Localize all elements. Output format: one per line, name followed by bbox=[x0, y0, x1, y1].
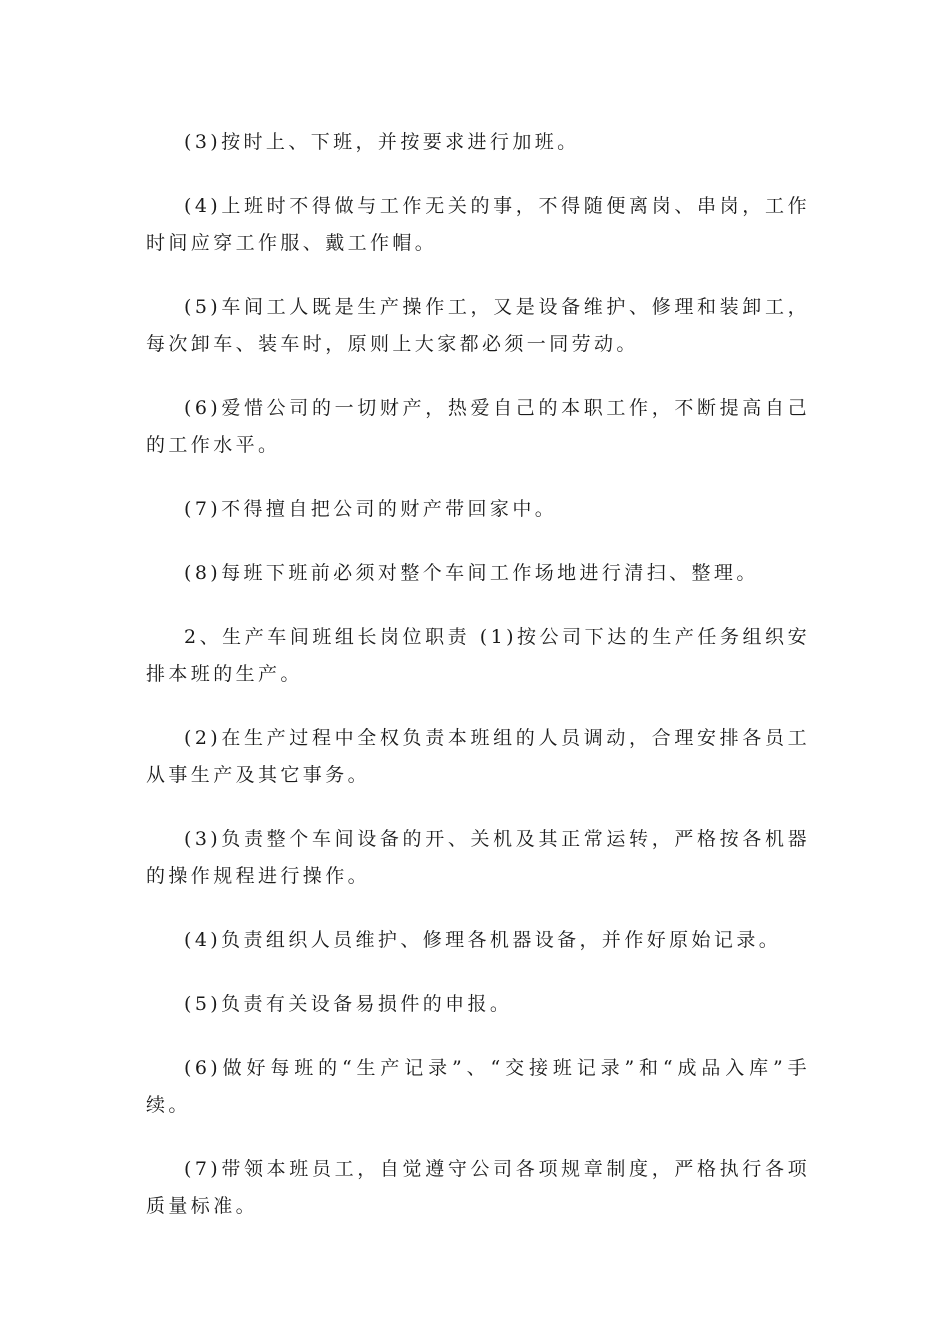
paragraph-rule-6: (6)爱惜公司的一切财产，热爱自己的本职工作，不断提高自己的工作水平。 bbox=[146, 397, 810, 456]
paragraph-duty-4: (4)负责组织人员维护、修理各机器设备，并作好原始记录。 bbox=[184, 929, 782, 951]
paragraph-rule-8: (8)每班下班前必须对整个车间工作场地进行清扫、整理。 bbox=[184, 562, 759, 584]
paragraph-duty-7: (7)带领本班员工，自觉遵守公司各项规章制度，严格执行各项质量标准。 bbox=[146, 1158, 810, 1217]
paragraph-rule-7: (7)不得擅自把公司的财产带回家中。 bbox=[184, 498, 558, 520]
paragraph-duty-5: (5)负责有关设备易损件的申报。 bbox=[184, 993, 513, 1015]
paragraph-rule-4: (4)上班时不得做与工作无关的事，不得随便离岗、串岗，工作时间应穿工作服、戴工作帽。 bbox=[146, 195, 810, 254]
paragraph-rule-3: (3)按时上、下班，并按要求进行加班。 bbox=[184, 131, 580, 153]
paragraph-duty-2: (2)在生产过程中全权负责本班组的人员调动，合理安排各员工从事生产及其它事务。 bbox=[146, 727, 810, 786]
paragraph-duty-3: (3)负责整个车间设备的开、关机及其正常运转，严格按各机器的操作规程进行操作。 bbox=[146, 828, 810, 887]
paragraph-rule-5: (5)车间工人既是生产操作工，又是设备维护、修理和装卸工，每次卸车、装车时，原则上大家都必须一同劳动。 bbox=[146, 296, 810, 355]
paragraph-section-2-duty-1: 2、生产车间班组长岗位职责 (1)按公司下达的生产任务组织安排本班的生产。 bbox=[146, 626, 810, 685]
document-body bbox=[146, 124, 810, 1252]
paragraph-duty-6: (6)做好每班的“生产记录”、“交接班记录”和“成品入库”手续。 bbox=[146, 1057, 810, 1116]
